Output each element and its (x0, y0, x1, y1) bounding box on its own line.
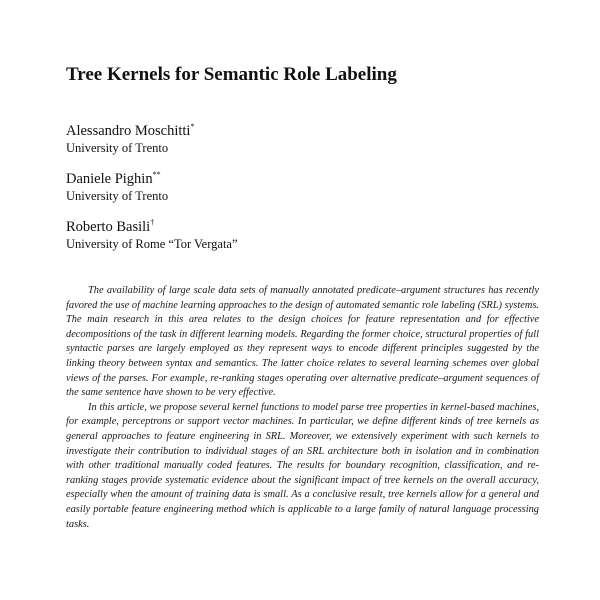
author-footnote-mark: * (190, 122, 195, 131)
author-block (66, 219, 366, 252)
author-block (66, 171, 366, 204)
author-footnote-mark: ** (152, 170, 161, 179)
author-footnote-mark: † (150, 218, 155, 227)
author-affiliation: University of Trento (66, 189, 169, 203)
abstract (66, 284, 539, 532)
author-block (66, 123, 366, 156)
author-affiliation: University of Rome “Tor Vergata” (66, 237, 238, 251)
paper-title: Tree Kernels for Semantic Role Labeling (66, 64, 397, 85)
abstract-paragraph: In this article, we propose several kernel functions to model parse tree properties in kernel-based machines, for example, perceptrons or support vector machines. In particular, we define different kinds of tree kernels as general approaches to feature engineering in SRL. Moreover, we extensively experiment with such kernels to investigate their contribution to individual stages of an SRL architecture both in isolation and in combination with other traditional manually coded features. The results for boundary recognition, classification, and re-ranking stages provide systematic evidence about the significant impact of tree kernels on the overall accuracy, especially when the amount of training data is small. As a conclusive result, tree kernels allow for a general and easily portable feature engineering method which is applicable to a large family of natural language processing tasks. (66, 401, 539, 530)
author-name: Roberto Basili† (66, 218, 155, 235)
author-name: Alessandro Moschitti* (66, 122, 195, 139)
abstract-paragraph: The availability of large scale data sets of manually annotated predicate–argument structures has recently favored the use of machine learning approaches to the design of automated semantic role labeling (SRL) systems. The main research in this area relates to the design choices for feature representation and for effective decompositions of the task in different learning models. Regarding the former choice, structural properties of full syntactic parses are largely employed as they represent ways to encode different principles suggested by the linking theory between syntax and semantics. The latter choice relates to several learning schemes over global views of the parses. For example, re-ranking stages operating over alternative predicate–argument sequences of the same sentence have shown to be very effective. (66, 285, 539, 399)
author-name: Daniele Pighin** (66, 170, 161, 187)
author-affiliation: University of Trento (66, 141, 169, 155)
